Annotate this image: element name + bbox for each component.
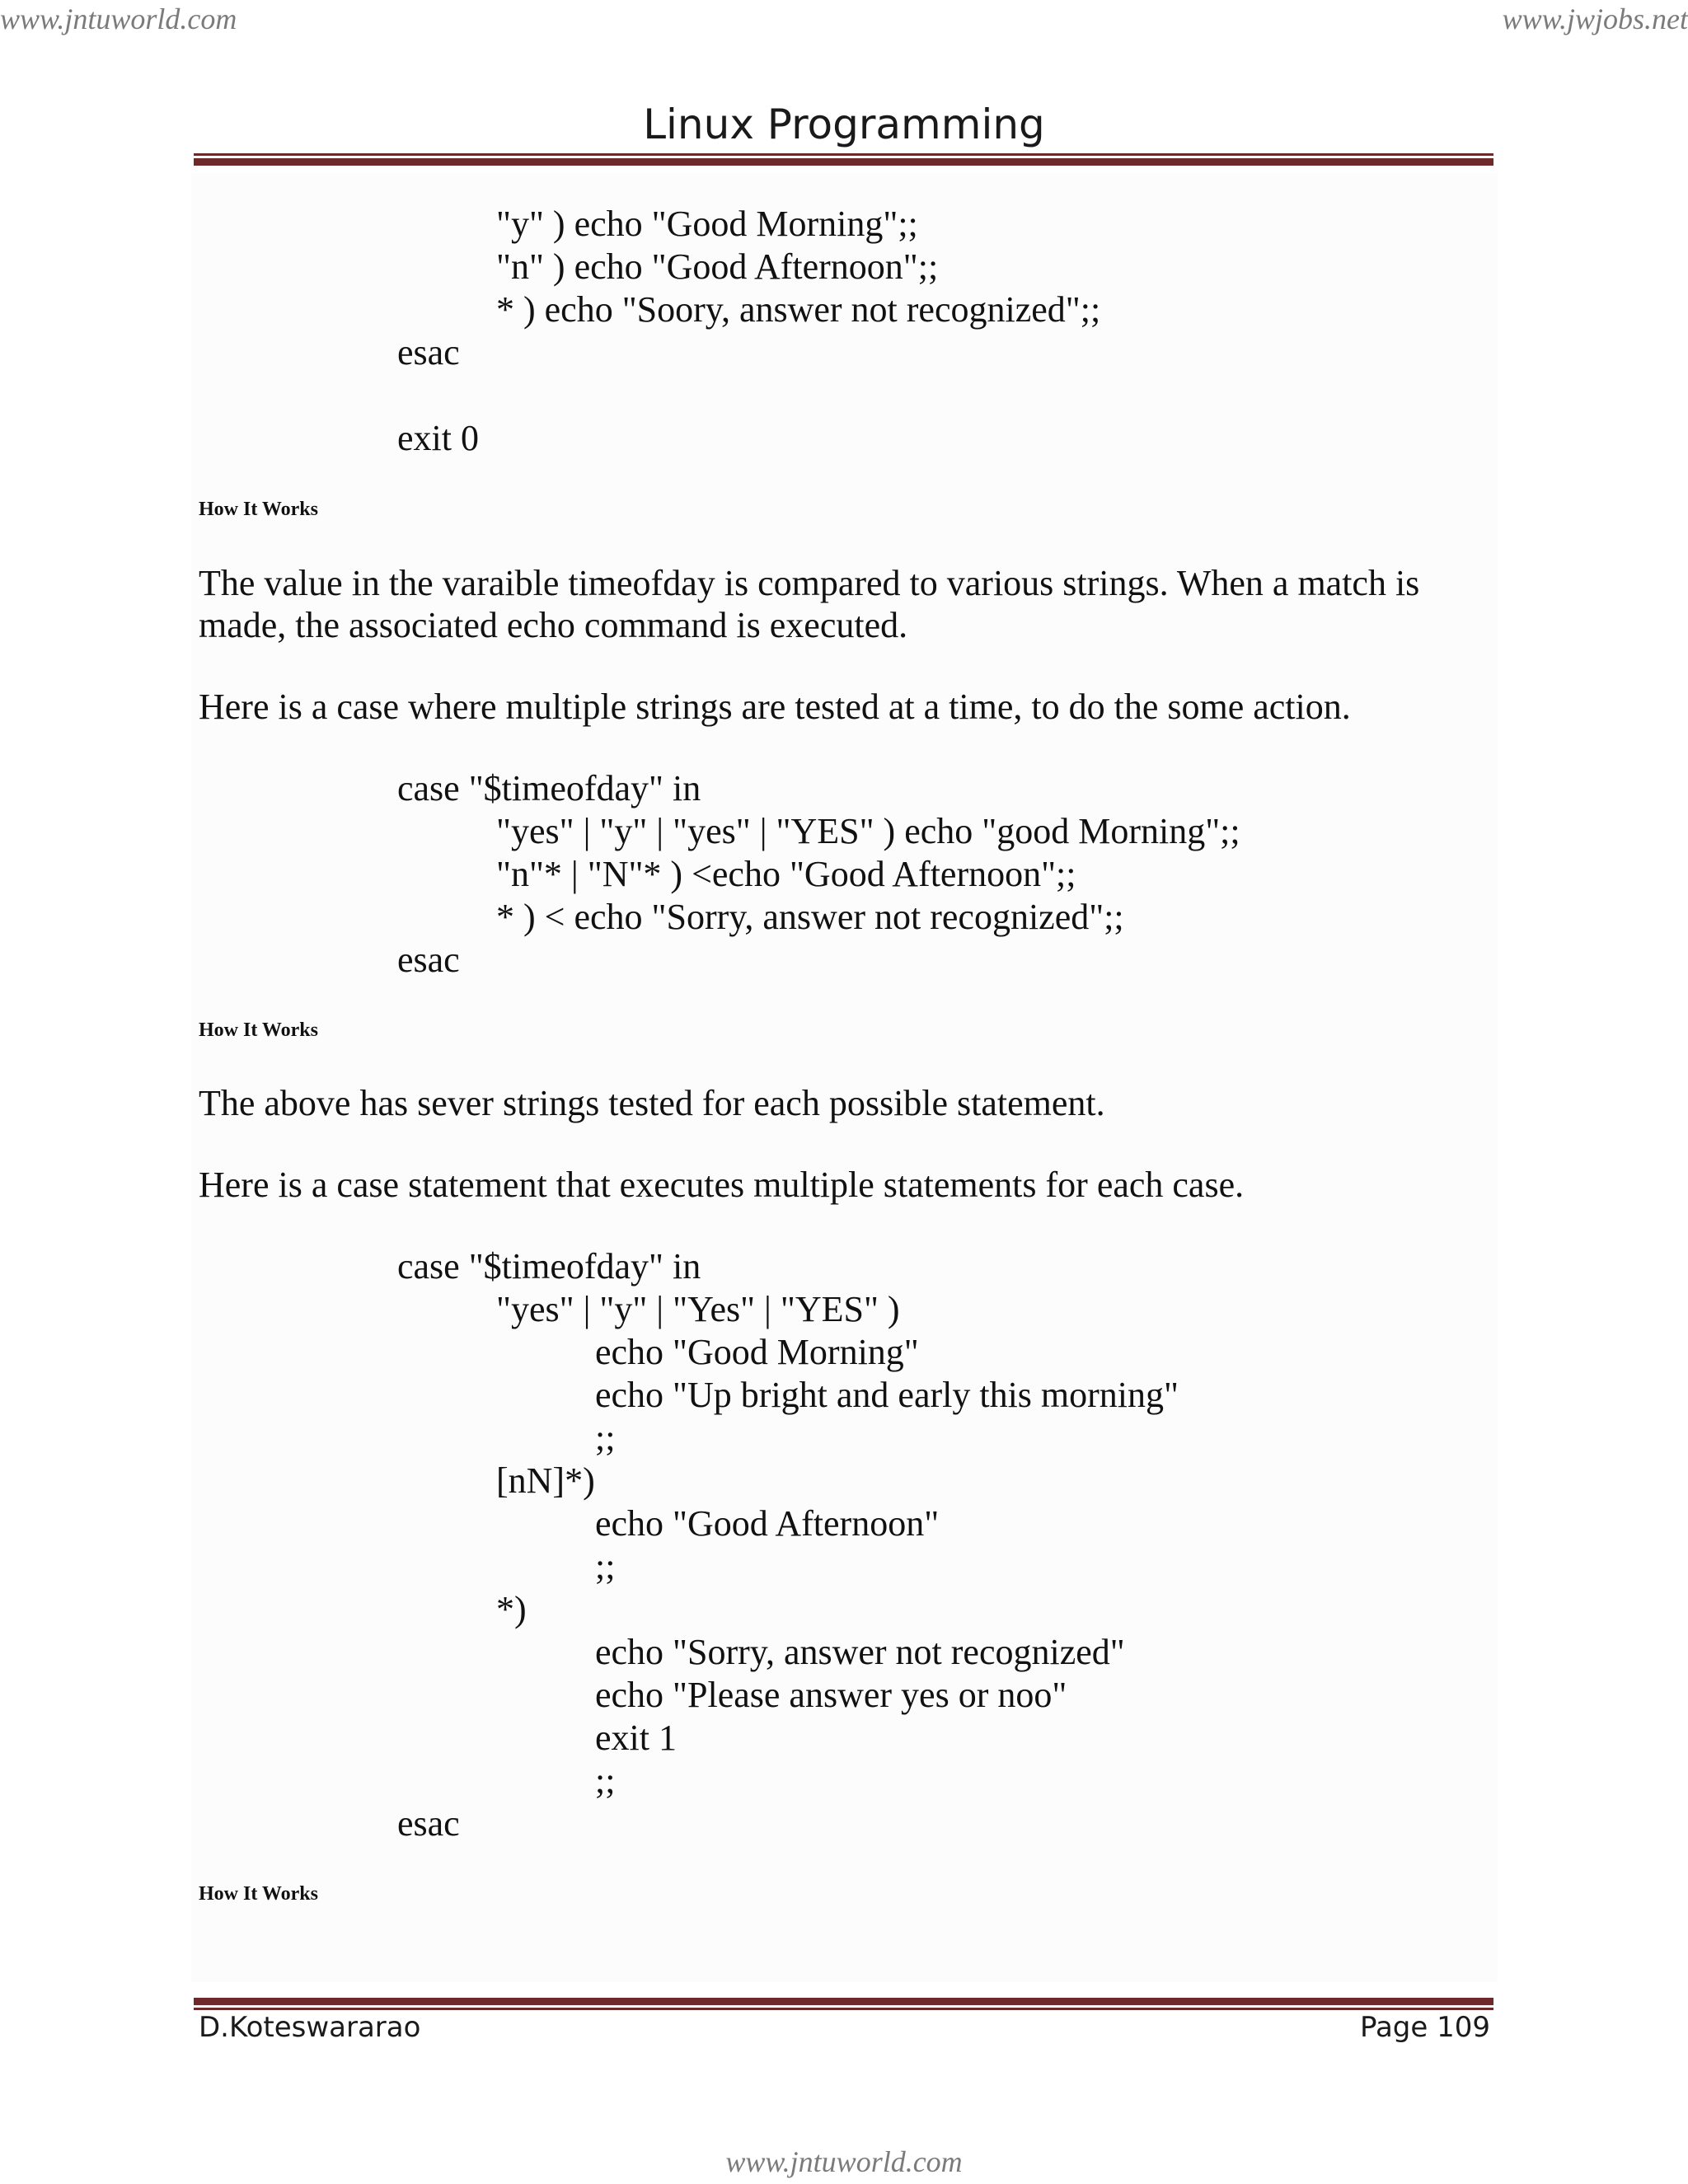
code-line: esac [397,940,460,980]
header-rule-thick [194,158,1493,166]
code-line: "n"* | "N"* ) <echo "Good Afternoon";; [496,854,1076,894]
code-line: echo "Please answer yes or noo" [595,1675,1067,1715]
code-line: echo "Good Morning" [595,1332,919,1372]
code-line: ;; [595,1546,616,1586]
header-rule-thin [194,153,1493,156]
paragraph: Here is a case statement that executes multiple statements for each case. [199,1165,1245,1205]
paragraph-line: The value in the varaible timeofday is compared to various strings. When a match is [199,563,1420,603]
page-title: Linux Programming [643,101,1045,148]
code-line: case "$timeofday" in [397,1246,701,1286]
watermark-top-right: www.jwjobs.net [1502,2,1688,35]
code-line: ;; [595,1760,616,1801]
watermark-top-left: www.jntuworld.com [0,2,237,35]
footer-page-number: Page 109 [1359,2011,1490,2044]
watermark-bottom: www.jntuworld.com [725,2145,963,2178]
how-it-works-heading: How It Works [199,1019,318,1041]
code-line: "yes" | "y" | "yes" | "YES" ) echo "good Morning";; [496,811,1240,851]
how-it-works-heading: How It Works [199,1883,318,1905]
code-line: echo "Sorry, answer not recognized" [595,1632,1125,1672]
paragraph: The above has sever strings tested for each possible statement. [199,1083,1105,1123]
code-line: exit 1 [595,1718,677,1758]
footer-rule-thick [194,1998,1493,2005]
code-line: ;; [595,1418,616,1458]
code-line: exit 0 [397,418,479,458]
code-line: esac [397,1803,460,1844]
code-line: esac [397,332,460,373]
footer-author: D.Koteswararao [199,2011,421,2044]
code-line: echo "Up bright and early this morning" [595,1375,1179,1415]
how-it-works-heading: How It Works [199,499,318,520]
code-line: * ) echo "Soory, answer not recognized";; [496,289,1101,330]
code-line: "y" ) echo "Good Morning";; [496,204,918,244]
code-line: * ) < echo "Sorry, answer not recognized";; [496,897,1124,937]
paragraph-line: made, the associated echo command is executed. [199,605,908,645]
code-line: "yes" | "y" | "Yes" | "YES" ) [496,1289,900,1329]
code-line: [nN]*) [496,1460,595,1501]
code-line: *) [496,1589,527,1629]
code-line: "n" ) echo "Good Afternoon";; [496,246,939,287]
code-line: echo "Good Afternoon" [595,1503,940,1544]
footer-rule-thin [194,2008,1493,2010]
paragraph: Here is a case where multiple strings are tested at a time, to do the some action. [199,687,1351,727]
code-line: case "$timeofday" in [397,768,701,808]
